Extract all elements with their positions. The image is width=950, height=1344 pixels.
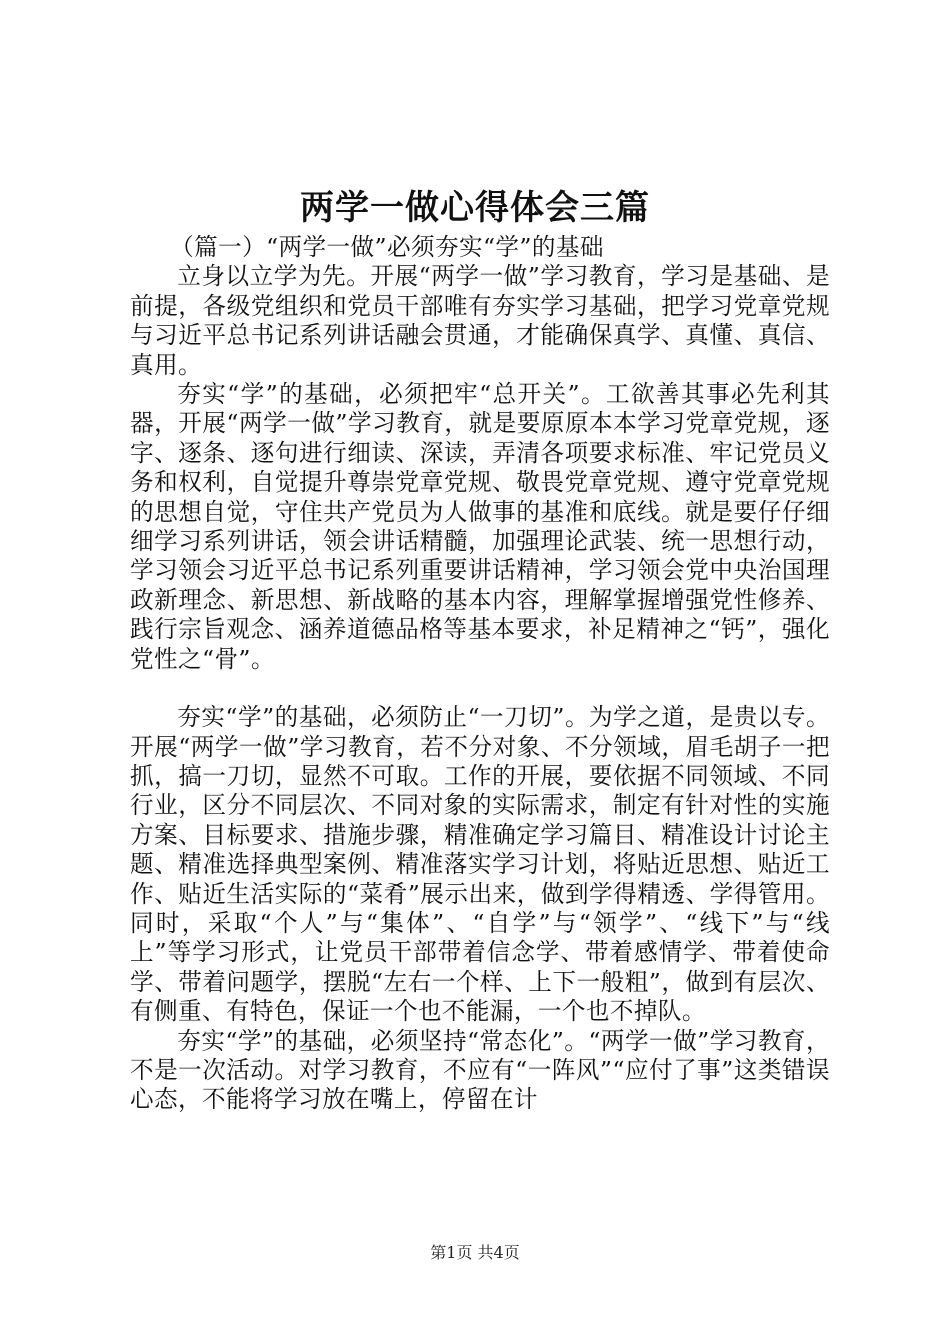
document-body [130,233,830,1115]
paragraph: 夯实“学”的基础，必须防止“一刀切”。为学之道，是贵以专。开展“两学一做”学习教育，若不分对象、不分领域，眉毛胡子一把抓，搞一刀切，显然不可取。工作的开展，要依据不同领域、不同行业，区分不同层次、不同对象的实际需求，制定有针对性的实施方案、目标要求、措施步骤，精准确定学习篇目、精准设计讨论主题、精准选择典型案例、精准落实学习计划，将贴近思想、贴近工作、贴近生活实际的“菜肴”展示出来，做到学得精透、学得管用。同时，采取“个人”与“集体”、“自学”与“领学”、“线下”与“线上”等学习形式，让党员干部带着信念学、带着感情学、带着使命学、带着问题学，摆脱“左右一个样、上下一般粗”，做到有层次、有侧重、有特色，保证一个也不能漏，一个也不掉队。 [130,703,830,1026]
paragraph: 夯实“学”的基础，必须坚持“常态化”。“两学一做”学习教育，不是一次活动。对学习教育，不应有“一阵风”“应付了事”这类错误心态，不能将学习放在嘴上，停留在计 [130,1026,830,1114]
paragraph: 夯实“学”的基础，必须把牢“总开关”。工欲善其事必先利其器，开展“两学一做”学习教育，就是要原原本本学习党章党规，逐字、逐条、逐句进行细读、深读，弄清各项要求标准、牢记党员义务和权利，自觉提升尊崇党章党规、敬畏党章党规、遵守党章党规的思想自觉，守住共产党员为人做事的基准和底线。就是要仔仔细细学习系列讲话，领会讲话精髓，加强理论武装、统一思想行动，学习领会习近平总书记系列重要讲话精神，学习领会党中央治国理政新理念、新思想、新战略的基本内容，理解掌握增强党性修养、践行宗旨观念、涵养道德品格等基本要求，补足精神之“钙”，强化党性之“骨”。 [130,380,830,673]
page-title: 两学一做心得体会三篇 [300,188,650,228]
paragraph-spacer [130,674,830,703]
section-heading: （篇一）“两学一做”必须夯实“学”的基础 [170,233,604,261]
paragraph: 立身以立学为先。开展“两学一做”学习教育，学习是基础、是前提，各级党组织和党员干部唯有夯实学习基础，把学习党章党规与习近平总书记系列讲话融会贯通，才能确保真学、真懂、真信、真用。 [130,262,830,379]
page-number-footer: 第1页 共4页 [430,1243,520,1262]
